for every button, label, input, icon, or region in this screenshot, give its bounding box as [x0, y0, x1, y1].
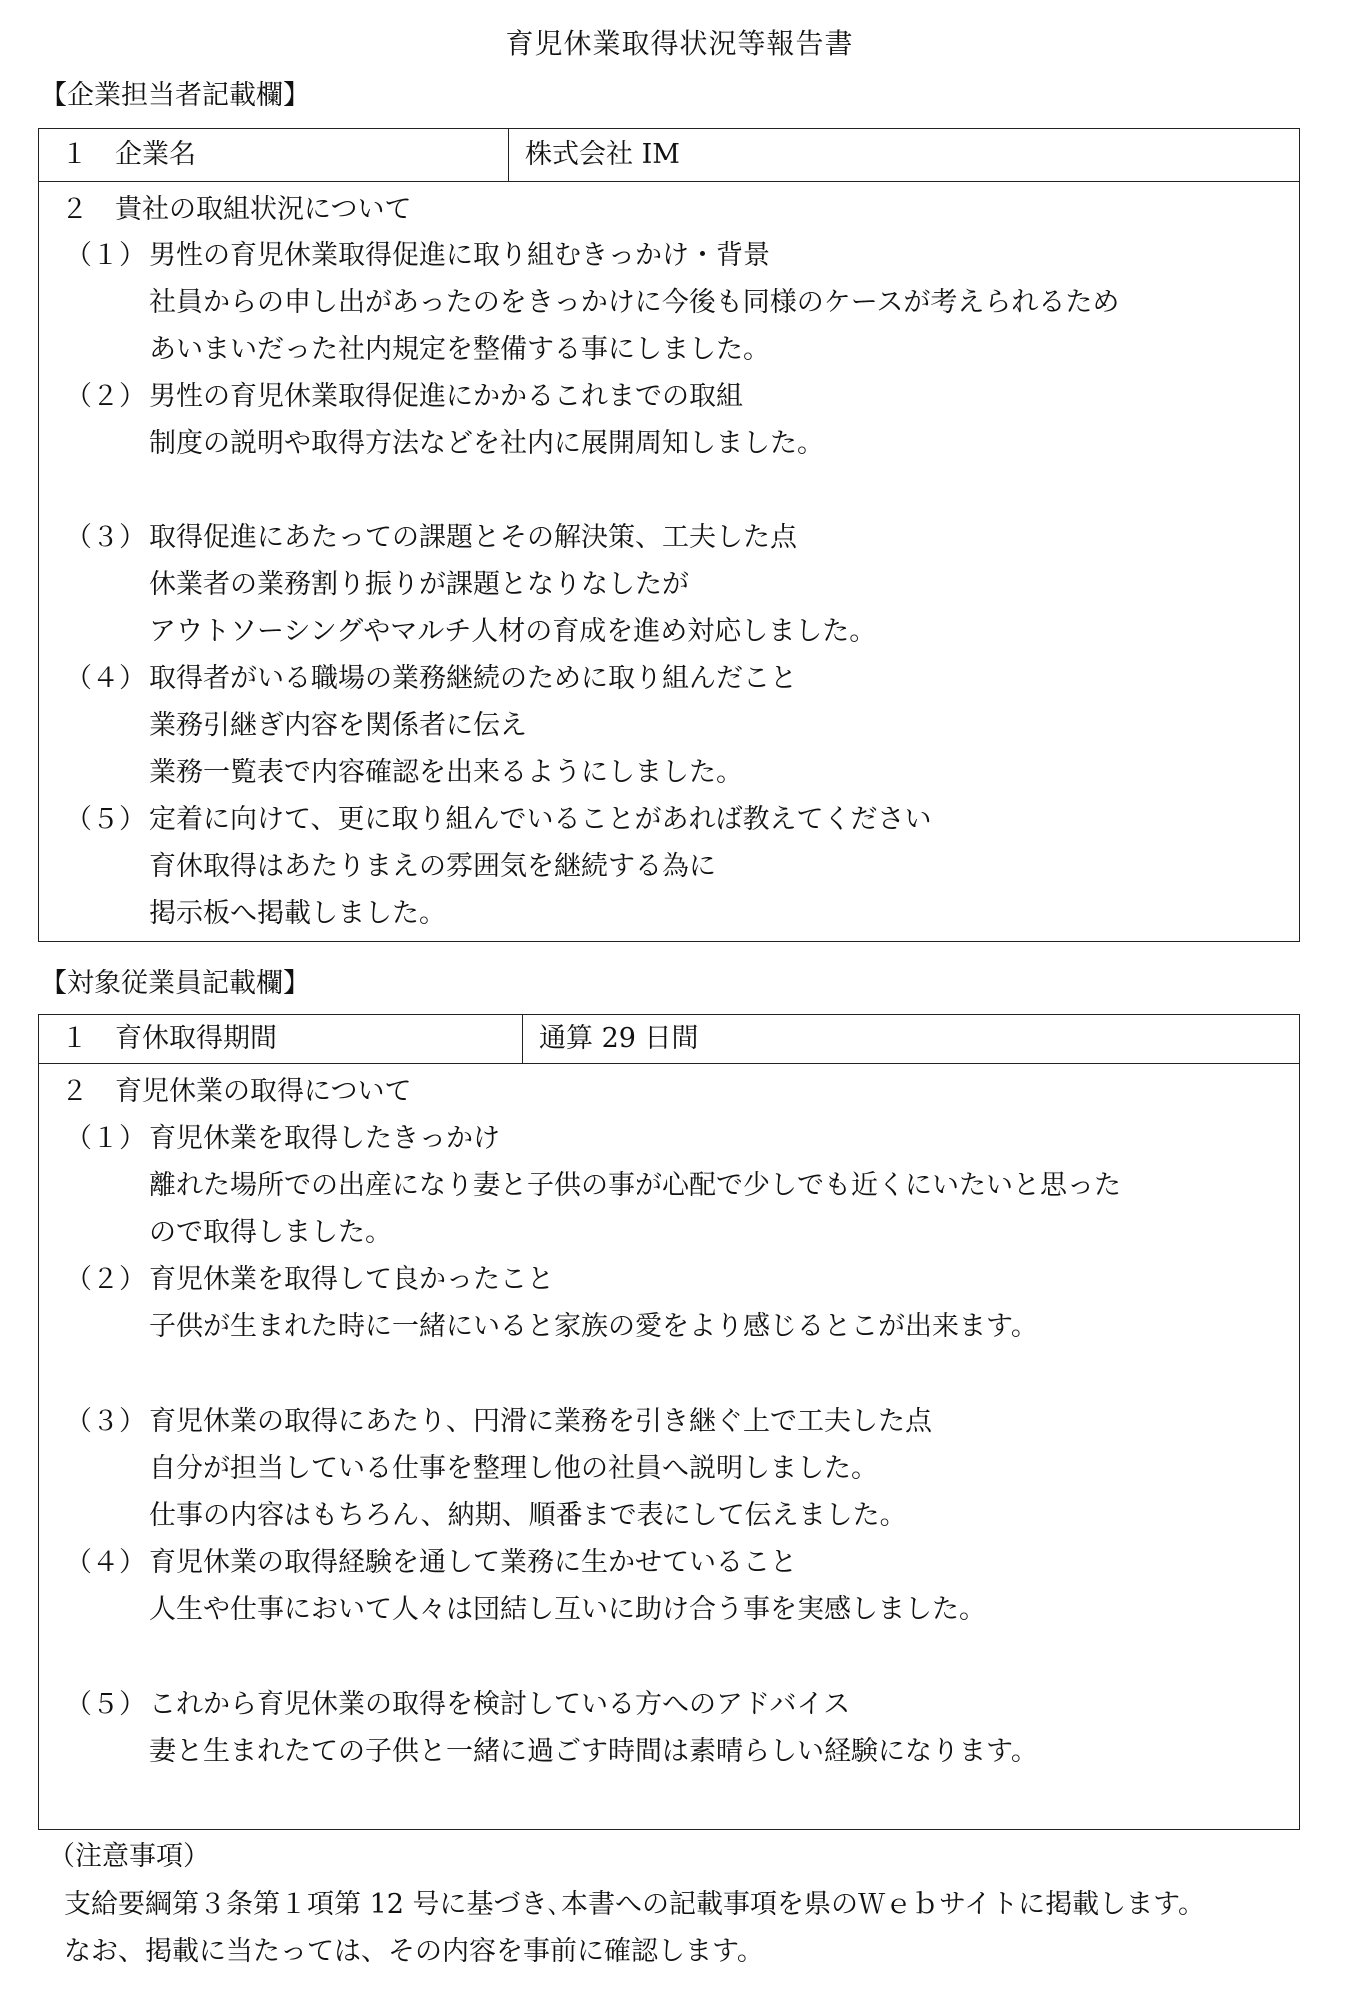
company-item-3-number: （３） [65, 522, 146, 553]
employee-item-3-number: （３） [65, 1406, 146, 1437]
employee-section-heading: ２ 育児休業の取得について [61, 1076, 412, 1107]
leave-period-value: 通算 29 日間 [539, 1023, 699, 1054]
employee-item-4-question: 育児休業の取得経験を通して業務に生かせていること [149, 1547, 797, 1578]
employee-item-2-number: （２） [65, 1264, 146, 1295]
notes-line-2: なお、掲載に当たっては、その内容を事前に確認します。 [64, 1936, 764, 1967]
company-name-value: 株式会社 IM [525, 139, 680, 170]
company-item-3-answer-1: 休業者の業務割り振りが課題となりなしたが [149, 569, 689, 600]
employee-item-3-question: 育児休業の取得にあたり、円滑に業務を引き継ぐ上で工夫した点 [149, 1406, 932, 1437]
notes-heading: （注意事項） [48, 1841, 210, 1872]
company-item-4-number: （４） [65, 663, 146, 694]
company-item-4-answer-2: 業務一覧表で内容確認を出来るようにしました。 [149, 757, 743, 788]
employee-item-2-answer-1: 子供が生まれた時に一緒にいると家族の愛をより感じるとこが出来ます。 [149, 1311, 1038, 1342]
company-name-label: １ 企業名 [39, 129, 509, 181]
company-item-5-answer-1: 育休取得はあたりまえの雰囲気を継続する為に [149, 851, 716, 882]
company-section-label: 【企業担当者記載欄】 [40, 80, 310, 111]
employee-section-box [38, 1014, 1300, 1830]
employee-item-1-answer-1: 離れた場所での出産になり妻と子供の事が心配で少しでも近くにいたいと思った [149, 1170, 1121, 1201]
notes-line-1: 支給要綱第３条第１項第 12 号に基づき､本書への記載事項を県のＷｅｂサイトに掲載します。 [64, 1889, 1205, 1920]
company-item-5-number: （５） [65, 804, 146, 835]
company-item-2-number: （２） [65, 381, 146, 412]
employee-item-5-question: これから育児休業の取得を検討している方へのアドバイス [149, 1689, 851, 1720]
employee-item-5-number: （５） [65, 1689, 146, 1720]
company-item-3-question: 取得促進にあたっての課題とその解決策、工夫した点 [149, 522, 797, 553]
company-item-5-question: 定着に向けて、更に取り組んでいることがあれば教えてください [149, 804, 932, 835]
company-item-3-answer-2: アウトソーシングやマルチ人材の育成を進め対応しました。 [149, 616, 877, 647]
employee-section-label: 【対象従業員記載欄】 [40, 968, 310, 999]
employee-item-2-question: 育児休業を取得して良かったこと [149, 1264, 554, 1295]
employee-item-1-number: （１） [65, 1123, 146, 1154]
employee-item-1-answer-2: ので取得しました。 [149, 1217, 392, 1248]
company-item-2-answer-1: 制度の説明や取得方法などを社内に展開周知しました。 [149, 428, 824, 459]
company-item-5-answer-2: 掲示板へ掲載しました。 [149, 898, 446, 929]
employee-item-3-answer-2: 仕事の内容はもちろん、納期、順番まで表にして伝えました。 [149, 1500, 907, 1531]
employee-item-5-answer-1: 妻と生まれたての子供と一緒に過ごす時間は素晴らしい経験になります。 [149, 1736, 1038, 1767]
employee-item-1-question: 育児休業を取得したきっかけ [149, 1123, 500, 1154]
company-item-2-question: 男性の育児休業取得促進にかかるこれまでの取組 [149, 381, 743, 412]
company-item-1-question: 男性の育児休業取得促進に取り組むきっかけ・背景 [149, 240, 770, 271]
employee-item-4-answer-1: 人生や仕事において人々は団結し互いに助け合う事を実感しました。 [149, 1594, 986, 1625]
employee-item-3-answer-1: 自分が担当している仕事を整理し他の社員へ説明しました。 [149, 1453, 878, 1484]
company-item-1-answer-1: 社員からの申し出があったのをきっかけに今後も同様のケースが考えられるため [149, 287, 1120, 318]
company-item-4-answer-1: 業務引継ぎ内容を関係者に伝え [149, 710, 527, 741]
document-title: 育児休業取得状況等報告書 [505, 27, 854, 60]
leave-period-row [39, 1015, 1299, 1064]
company-item-4-question: 取得者がいる職場の業務継続のために取り組んだこと [149, 663, 797, 694]
company-item-1-number: （１） [65, 240, 146, 271]
company-item-1-answer-2: あいまいだった社内規定を整備する事にしました。 [149, 334, 770, 365]
employee-item-4-number: （４） [65, 1547, 146, 1578]
leave-period-label: １ 育休取得期間 [39, 1015, 523, 1063]
company-name-row [39, 129, 1299, 182]
company-section-box [38, 128, 1300, 942]
company-section-heading: ２ 貴社の取組状況について [61, 194, 412, 225]
